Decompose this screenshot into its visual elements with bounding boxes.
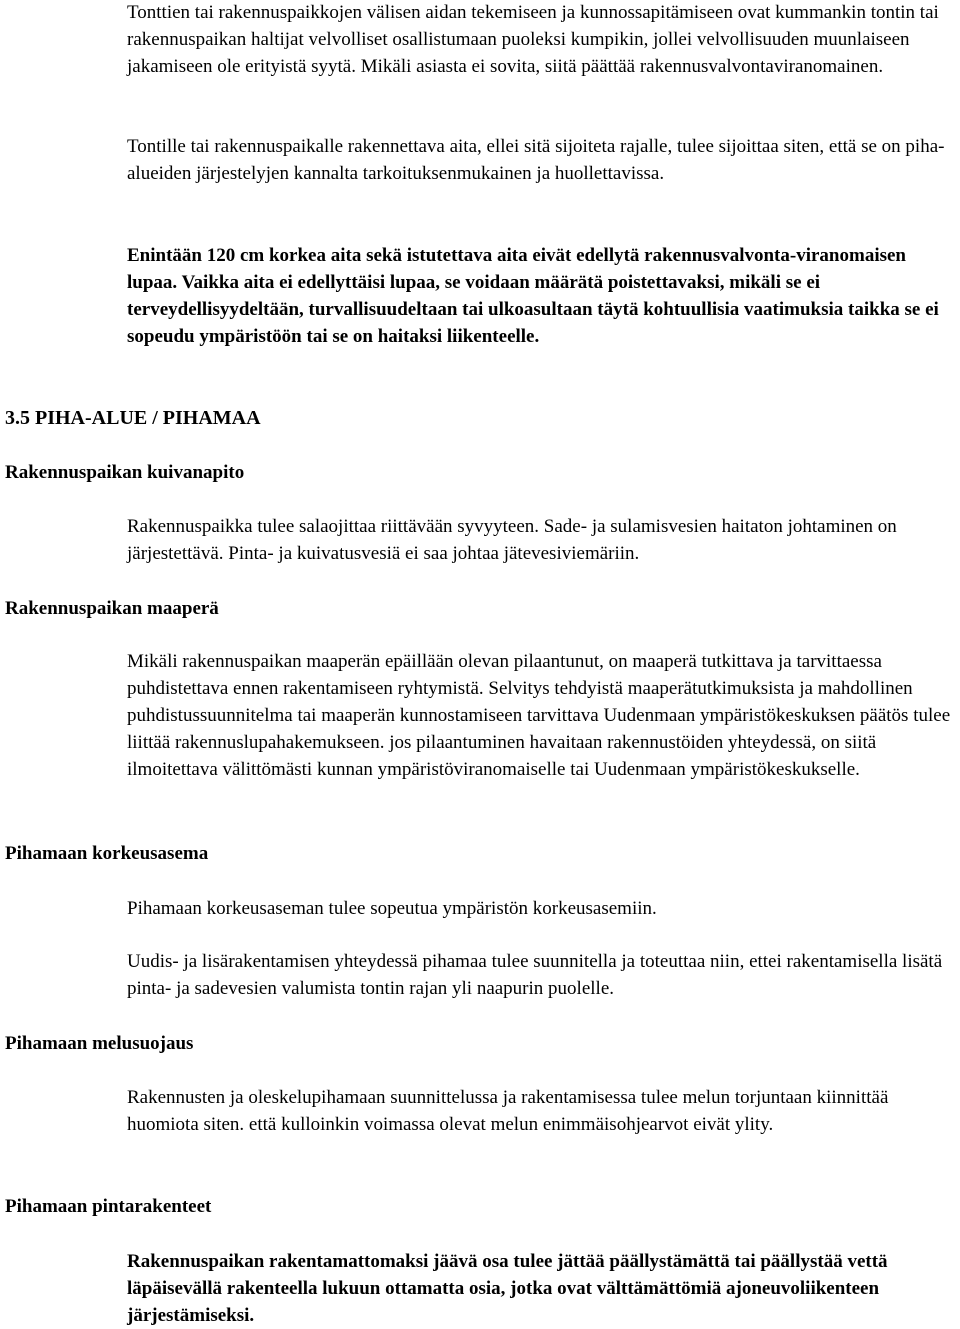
heading-drainage: Rakennuspaikan kuivanapito	[5, 462, 245, 483]
heading-surfaces: Pihamaan pintarakenteet	[5, 1196, 212, 1217]
heading-soil: Rakennuspaikan maaperä	[5, 598, 219, 619]
paragraph-drainage: Rakennuspaikka tulee salaojittaa riittävään syvyyteen. Sade- ja sulamisvesien haitaton johtaminen on järjestettävä. Pinta- ja kuivatusvesiä ei saa johtaa jätevesiviemäriin.	[127, 516, 897, 564]
paragraph-fence-placement: Tontille tai rakennuspaikalle rakennettava aita, ellei sitä sijoiteta rajalle, tulee sijoittaa siten, että se on piha-alueiden järjestelyjen kannalta tarkoituksenmukainen ja huollettavissa.	[127, 136, 945, 184]
paragraph-elevation-1: Pihamaan korkeusaseman tulee sopeutua ympäristön korkeusasemiin.	[127, 898, 657, 919]
paragraph-noise: Rakennusten ja oleskelupihamaan suunnittelussa ja rakentamisessa tulee melun torjuntaan kiinnittää huomiota siten. että kulloinkin voimassa olevat melun enimmäisohjearvot eivät ylity.	[127, 1087, 889, 1135]
paragraph-elevation-2: Uudis- ja lisärakentamisen yhteydessä pihamaa tulee suunnitella ja toteuttaa niin, ettei rakentamisella lisätä pinta- ja sadevesien valumista tontin rajan yli naapurin puolelle.	[127, 951, 943, 999]
paragraph-surfaces: Rakennuspaikan rakentamattomaksi jäävä osa tulee jättää päällystämättä tai päällystää vettä läpäisevällä rakenteella lukuun ottamatta osia, jotka ovat välttämättömiä ajoneuvoliikenteen järjestämiseksi.	[127, 1251, 888, 1326]
section-title: 3.5 PIHA-ALUE / PIHAMAA	[5, 407, 261, 429]
paragraph-fence-permit: Enintään 120 cm korkea aita sekä istutettava aita eivät edellytä rakennusvalvonta-viranomaisen lupaa. Vaikka aita ei edellyttäisi lupaa, se voidaan määrätä poistettavaksi, mikäli se ei terveydellisyydeltään, turvallisuudeltaan tai ulkoasultaan täytä kohtuullisia vaatimuksia taikka se ei sopeudu ympäristöön tai se on haitaksi liikenteelle.	[127, 245, 939, 347]
paragraph-fence-sharing: Tonttien tai rakennuspaikkojen välisen aidan tekemiseen ja kunnossapitämiseen ovat kummankin tontin tai rakennuspaikan haltijat velvolliset osallistumaan puoleksi kumpikin, jollei velvollisuuden muunlaiseen jakamiseen ole erityistä syytä. Mikäli asiasta ei sovita, siitä päättää rakennusvalvontaviranomainen.	[127, 2, 939, 77]
heading-elevation: Pihamaan korkeusasema	[5, 843, 209, 864]
paragraph-soil: Mikäli rakennuspaikan maaperän epäillään olevan pilaantunut, on maaperä tutkittava ja tarvittaessa puhdistettava ennen rakentamiseen ryhtymistä. Selvitys tehdyistä maaperätutkimuksista ja mahdollinen puhdistussuunnitelma tai maaperän kunnostamiseen tarvittava Uudenmaan ympäristökeskuksen päätös tulee liittää rakennuslupahakemukseen. jos pilaantuminen havaitaan rakennustöiden yhteydessä, on siitä ilmoitettava välittömästi kunnan ympäristöviranomaiselle tai Uudenmaan ympäristökeskukselle.	[127, 651, 951, 780]
heading-noise: Pihamaan melusuojaus	[5, 1033, 194, 1054]
